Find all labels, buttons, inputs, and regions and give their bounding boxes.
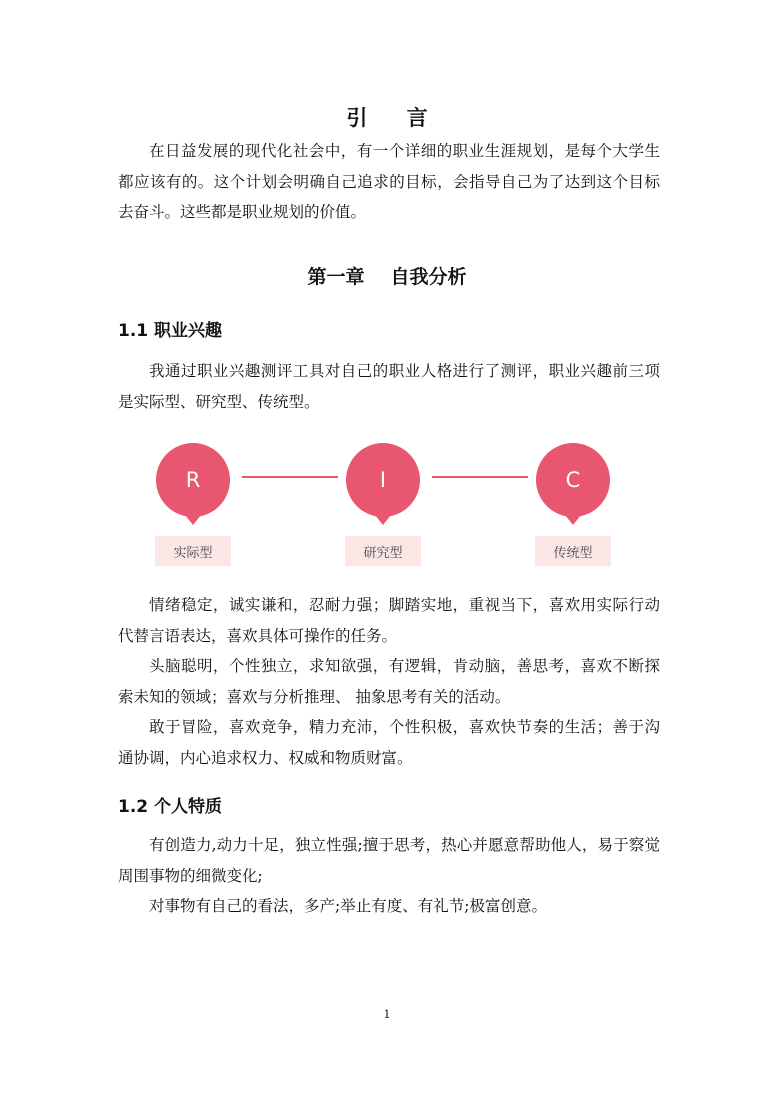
node-label-tag: 实际型 [155,536,231,566]
connector-line [432,476,528,478]
riasec-node-r [153,440,233,520]
node-circle: I [346,443,420,517]
pointer-triangle-icon [185,515,201,525]
personal-trait-paragraph: 有创造力,动力十足，独立性强;擅于思考，热心并愿意帮助他人，易于察觉周围事物的细微变化; [118,836,660,885]
section-heading-1-2: 1.2 个人特质 [118,797,223,817]
riasec-diagram [150,440,620,575]
node-label-tag: 传统型 [535,536,611,566]
trait-paragraph-realistic: 情绪稳定，诚实谦和，忍耐力强；脚踏实地，重视当下，喜欢用实际行动代替言语表达，喜欢具体可操作的任务。 [118,596,660,645]
section-1-1-intro-paragraph: 我通过职业兴趣测评工具对自己的职业人格进行了测评，职业兴趣前三项是实际型、研究型、传统型。 [118,362,660,411]
chapter-heading [0,262,774,289]
trait-paragraph-investigative: 头脑聪明，个性独立，求知欲强，有逻辑，肯动脑，善思考，喜欢不断探索未知的领域；喜欢与分析推理、 抽象思考有关的活动。 [118,657,660,706]
node-circle: R [156,443,230,517]
trait-paragraph-conventional: 敢于冒险，喜欢竞争，精力充沛，个性积极，喜欢快节奏的生活；善于沟通协调，内心追求权力、权威和物质财富。 [118,718,660,767]
page-number: 1 [383,1008,391,1021]
personal-trait-paragraph: 对事物有自己的看法，多产;举止有度、有礼节;极富创意。 [149,897,547,915]
section-heading-1-1: 1.1 职业兴趣 [118,321,223,341]
node-circle: C [536,443,610,517]
chapter-title: 自我分析 [390,266,467,288]
node-label-tag: 研究型 [345,536,421,566]
connector-line [242,476,338,478]
pointer-triangle-icon [565,515,581,525]
intro-paragraph: 在日益发展的现代化社会中，有一个详细的职业生涯规划，是每个大学生都应该有的。这个计划会明确自己追求的目标，会指导自己为了达到这个目标去奋斗。这些都是职业规划的价值。 [118,142,660,221]
intro-title: 引 言 [346,105,444,130]
riasec-node-c [533,440,613,520]
riasec-node-i [343,440,423,520]
chapter-label: 第一章 [307,266,365,288]
pointer-triangle-icon [375,515,391,525]
